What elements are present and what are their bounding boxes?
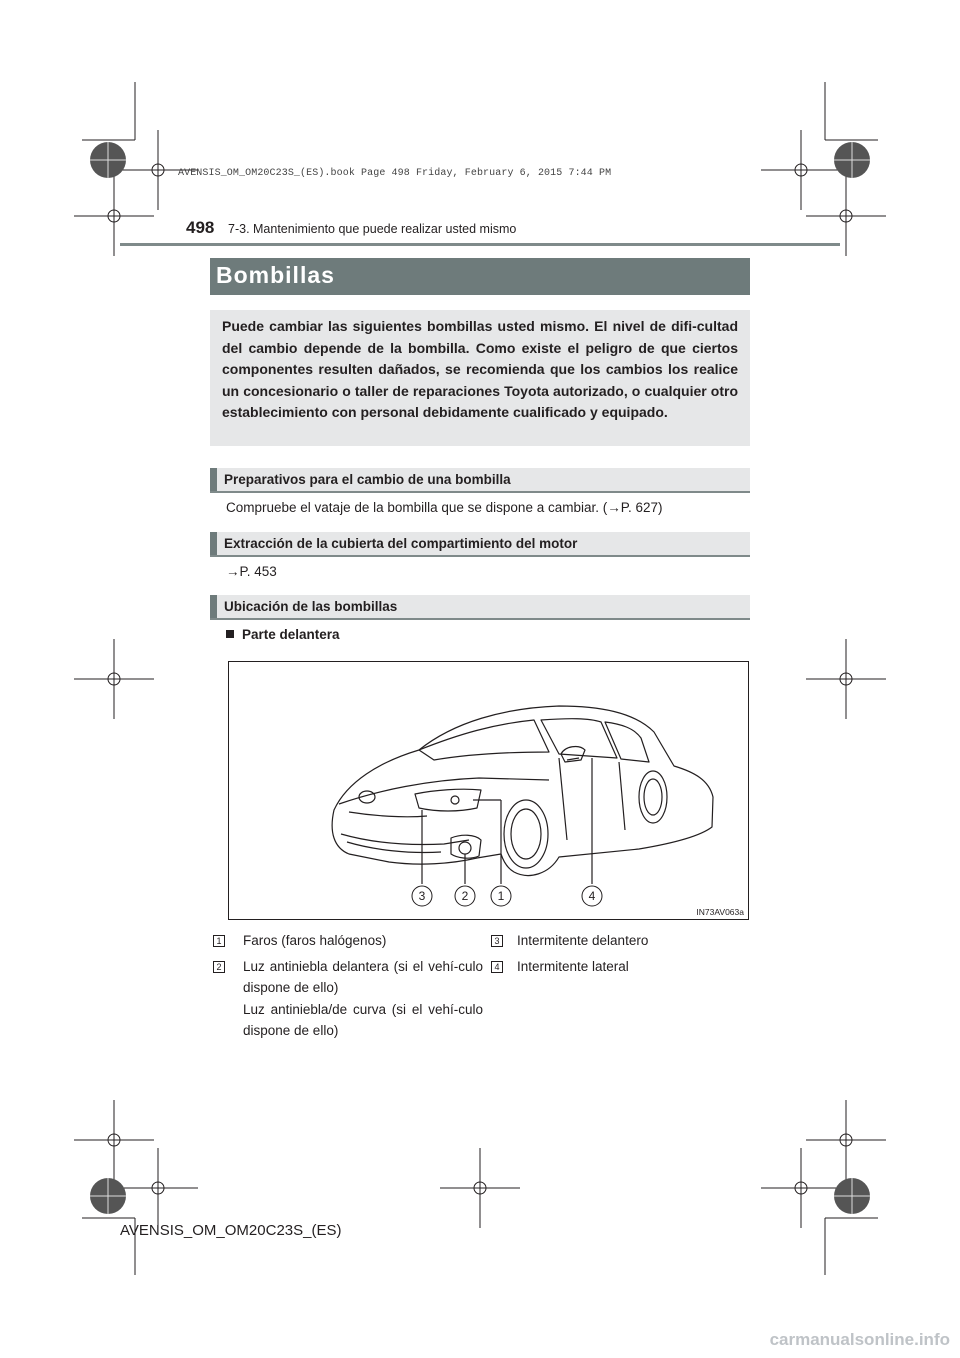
legend-item-4: Intermitente lateral <box>517 959 629 974</box>
engine-cover-reference: →P. 453 <box>226 564 277 579</box>
legend-number-1: 1 <box>213 935 225 947</box>
section-heading-preparation <box>210 468 750 493</box>
figure-id: IN73AV063a <box>696 907 744 917</box>
callout-2: 2 <box>461 889 469 903</box>
car-figure <box>228 661 749 920</box>
intro-box <box>210 310 750 446</box>
legend-number-4: 4 <box>491 961 503 973</box>
callout-3: 3 <box>418 889 426 903</box>
watermark: carmanualsonline.info <box>769 1330 950 1349</box>
legend-item-3: Intermitente delantero <box>517 933 649 948</box>
section-heading-bulb-location <box>210 595 750 620</box>
preparation-text: Compruebe el vataje de la bombilla que se dispone a cambiar. (→P. 627) <box>226 500 663 515</box>
square-bullet-icon <box>226 630 234 638</box>
legend-item-2b: Luz antiniebla/de curva (si el vehí-culo dispone de ello) <box>243 1002 483 1038</box>
chapter-title: 7-3. Mantenimiento que puede realizar usted mismo <box>228 222 517 236</box>
footer-book-id: AVENSIS_OM_OM20C23S_(ES) <box>120 1222 342 1239</box>
callout-4: 4 <box>588 889 596 903</box>
section-heading-engine-cover <box>210 532 750 557</box>
header-rule <box>120 243 840 246</box>
legend-number-2: 2 <box>213 961 225 973</box>
legend-number-3: 3 <box>491 935 503 947</box>
book-file-line: AVENSIS_OM_OM20C23S_(ES).book Page 498 Friday, February 6, 2015 7:44 PM <box>178 168 612 179</box>
section-heading-label: Ubicación de las bombillas <box>224 599 398 614</box>
page-number: 498 <box>186 218 215 237</box>
intro-text: Puede cambiar las siguientes bombillas usted mismo. El nivel de difi-cultad del cambio depende de la bombilla. Como existe el peligro de que ciertos componentes resulten dañados, se recomienda que los cambios los realice un concesionario o taller de reparaciones Toyota autorizado, o cualquier otro establecimiento con personal debidamente cualificado y equipado. <box>222 318 738 421</box>
subheading-label: Parte delantera <box>242 627 340 642</box>
legend-item-2: Luz antiniebla delantera (si el vehí-culo dispone de ello) <box>243 959 483 995</box>
page-title: Bombillas <box>216 262 335 288</box>
legend-item-1: Faros (faros halógenos) <box>243 933 387 948</box>
subheading-front <box>226 627 340 642</box>
car-illustration <box>229 662 748 919</box>
section-title-bar <box>210 258 750 295</box>
callout-1: 1 <box>497 889 505 903</box>
section-heading-label: Extracción de la cubierta del compartimiento del motor <box>224 536 578 551</box>
section-heading-label: Preparativos para el cambio de una bombilla <box>224 472 511 487</box>
